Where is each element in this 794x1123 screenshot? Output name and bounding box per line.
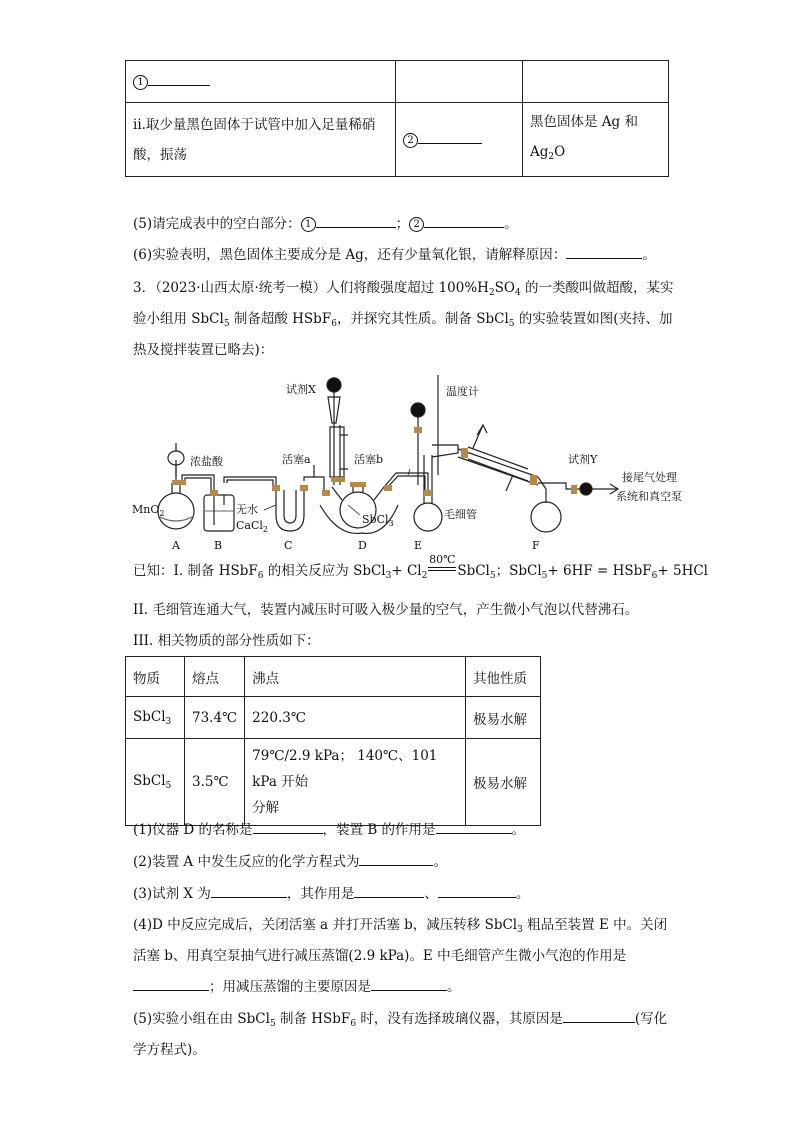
table1-row1-step	[126, 61, 396, 103]
question-6: (6)实验表明，黑色固体主要成分是 Ag，还有少量氧化银，请解释原因： 。	[133, 247, 656, 263]
label-b: B	[214, 539, 223, 552]
q3: (3)试剂 X 为 ，其作用是 、 。	[133, 886, 530, 902]
table1-row1-phenomenon	[396, 61, 523, 103]
cell-other: 极易水解	[466, 739, 541, 826]
cell-bp: 79℃/2.9 kPa； 140℃、101 kPa 开始 分解	[245, 739, 466, 826]
flask-f	[531, 502, 561, 532]
q1: (1)仪器 D 的名称是 ，装置 B 的作用是 。	[133, 822, 526, 838]
label-c: C	[284, 539, 293, 552]
answer-blank[interactable]	[438, 885, 516, 898]
q5-line1: (5)实验小组在由 SbCl$_5$ 制备 HSbF$_6$ 时，没有选择玻璃仪器，其原因是 (写化	[133, 1011, 668, 1029]
cell-mp: 3.5℃	[185, 739, 245, 826]
header-boiling: 沸点	[245, 657, 466, 697]
label-d: D	[358, 539, 367, 552]
u-tube-c	[276, 490, 304, 531]
answer-blank[interactable]	[436, 821, 512, 834]
table1-row2-step: ii.取少量黑色固体于试管中加入足量稀硝酸，振荡	[126, 103, 396, 177]
label-capillary: 毛细管	[444, 508, 477, 521]
answer-blank[interactable]	[371, 978, 447, 991]
answer-blank[interactable]	[316, 215, 396, 228]
answer-blank[interactable]	[359, 853, 433, 866]
cell-other: 极易水解	[466, 697, 541, 739]
cell-bp: 220.3℃	[245, 697, 466, 739]
label-f: F	[532, 539, 540, 552]
apparatus-diagram	[128, 365, 688, 555]
cell-sbcl3: SbCl$_3$	[126, 697, 185, 739]
q2: (2)装置 A 中发生反应的化学方程式为 。	[133, 854, 447, 870]
answer-blank[interactable]	[566, 246, 642, 259]
answer-blank[interactable]	[133, 978, 209, 991]
problem-3-line3: 热及搅拌装置已略去)：	[133, 342, 274, 358]
cell-mp: 73.4℃	[185, 697, 245, 739]
label-tail-gas: 接尾气处理	[622, 471, 677, 484]
bottle-b	[204, 495, 234, 531]
label-conc-hcl: 浓盐酸	[190, 455, 223, 468]
known-2: II. 毛细管连通大气，装置内减压时可吸入极少量的空气，产生微小气泡以代替沸石。	[133, 602, 639, 618]
problem-3-line2: 验小组用 SbCl$_5$ 制备超酸 HSbF$_6$，并探究其性质。制备 SbCl$_5$ 的实验装置如图(夹持、加	[133, 311, 673, 329]
q4-line3: ；用减压蒸馏的主要原因是 。	[133, 977, 461, 997]
label-stopcock-a: 活塞a	[282, 453, 311, 466]
table1-row2-phenomenon	[396, 103, 523, 177]
q4-line2: 活塞 b、用真空泵抽气进行减压蒸馏(2.9 kPa)。E 中毛细管产生微小气泡的作用是	[133, 948, 627, 964]
label-sbcl3: SbCl$_3$	[362, 513, 394, 528]
properties-table	[125, 656, 541, 826]
table1-row2-conclusion: 黑色固体是 Ag 和 $Ag_2O$	[523, 103, 669, 177]
circled-number: 1	[133, 75, 148, 90]
label-cacl2: CaCl$_2$	[236, 519, 269, 534]
question-5: (5)请完成表中的空白部分： 1 ； 2 。	[133, 216, 518, 232]
answer-blank[interactable]	[211, 885, 287, 898]
label-mno2: MnO$_2$	[132, 503, 165, 518]
known-3: III. 相关物质的部分性质如下：	[133, 633, 320, 649]
label-thermometer: 温度计	[446, 385, 479, 398]
answer-blank[interactable]	[354, 885, 424, 898]
flask-e	[414, 503, 442, 531]
label-vacuum-pump: 系统和真空泵	[616, 490, 682, 503]
table1-row1-conclusion	[523, 61, 669, 103]
q4-line1: (4)D 中反应完成后，关闭活塞 a 并打开活塞 b，减压转移 SbCl$_3$ 粗品至装置 E 中。关闭	[133, 917, 668, 935]
label-reagent-y: 试剂Y	[568, 453, 598, 466]
experiment-table	[125, 60, 669, 177]
known-1: 已知：Ⅰ. 制备 HSbF$_6$ 的相关反应为 SbCl$_3$+ $Cl_2$ 80℃ SbCl$_5$；SbCl$_5$+ 6HF = HSbF$_6$+ 5HCl	[133, 553, 709, 581]
q5-line2: 学方程式)。	[133, 1042, 206, 1058]
label-a: A	[172, 539, 180, 552]
cell-sbcl5: SbCl$_5$	[126, 739, 185, 826]
answer-blank[interactable]	[563, 1010, 635, 1023]
answer-blank[interactable]	[253, 821, 323, 834]
header-substance: 物质	[126, 657, 185, 697]
label-e: E	[414, 539, 423, 552]
label-anhydrous: 无水	[236, 503, 258, 516]
label-reagent-x: 试剂X	[286, 383, 316, 396]
circled-number: 2	[403, 133, 418, 148]
label-stopcock-b: 活塞b	[354, 453, 384, 466]
answer-blank[interactable]	[148, 73, 210, 86]
answer-blank[interactable]	[418, 131, 482, 144]
answer-blank[interactable]	[424, 215, 504, 228]
header-other: 其他性质	[466, 657, 541, 697]
header-melting: 熔点	[185, 657, 245, 697]
problem-3-line1: 3．（2023·山西太原·统考一模）人们将酸强度超过 $100\%H_2SO_4$ 的一类酸叫做超酸，某实	[133, 280, 674, 298]
